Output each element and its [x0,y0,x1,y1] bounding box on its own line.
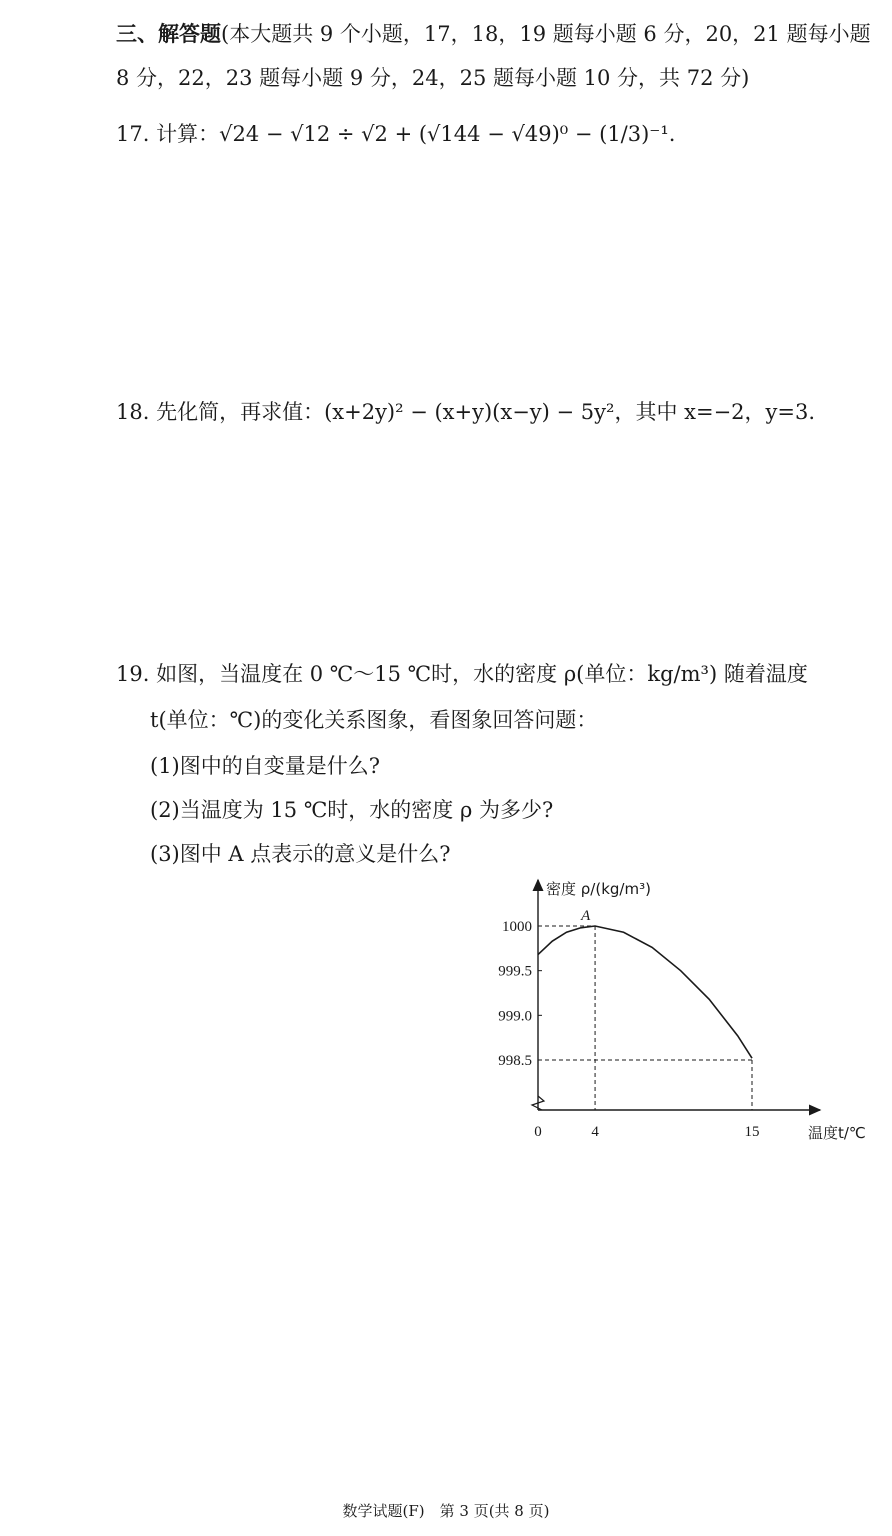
density-temperature-chart [470,870,880,1150]
page-footer: 数学试题(F) 第 3 页(共 8 页) [342,1502,550,1520]
x-tick-label: 4 [591,1124,599,1140]
point-a-label: A [581,908,591,924]
x-tick-label: 0 [534,1124,542,1140]
question-19-line1: 19. 如图，当温度在 0 ℃～15 ℃时，水的密度 ρ(单位：kg/m³) 随着温度 [116,662,808,686]
y-tick-label: 998.5 [498,1053,532,1069]
question-17: 17. 计算：√24 − √12 ÷ √2 + (√144 − √49)⁰ − (1/3)⁻¹. [116,122,676,146]
x-tick-label: 15 [744,1124,760,1140]
section-title: 三、解答题 [116,21,221,46]
question-19-line2: t(单位：℃)的变化关系图象，看图象回答问题： [150,708,598,732]
section-description-1: (本大题共 9 个小题，17，18，19 题每小题 6 分，20，21 题每小题 [221,22,871,46]
section-header-line1 [116,20,871,48]
y-tick-label: 1000 [502,919,532,935]
section-description-2: 8 分，22，23 题每小题 9 分，24，25 题每小题 10 分，共 72 分) [116,66,750,90]
question-19-sub3: (3)图中 A 点表示的意义是什么? [150,842,451,866]
question-18: 18. 先化简，再求值：(x+2y)² − (x+y)(x−y) − 5y²，其中 x=−2，y=3. [116,400,816,424]
y-tick-label: 999.5 [498,963,532,980]
question-19-sub1: (1)图中的自变量是什么? [150,754,381,778]
question-19-sub2: (2)当温度为 15 ℃时，水的密度 ρ 为多少? [150,798,554,822]
y-axis-label: 密度 ρ/(kg/m³) [546,880,651,898]
x-axis-label: 温度t/℃ [808,1124,866,1142]
y-tick-label: 999.0 [498,1008,532,1025]
series-line [538,926,752,1058]
